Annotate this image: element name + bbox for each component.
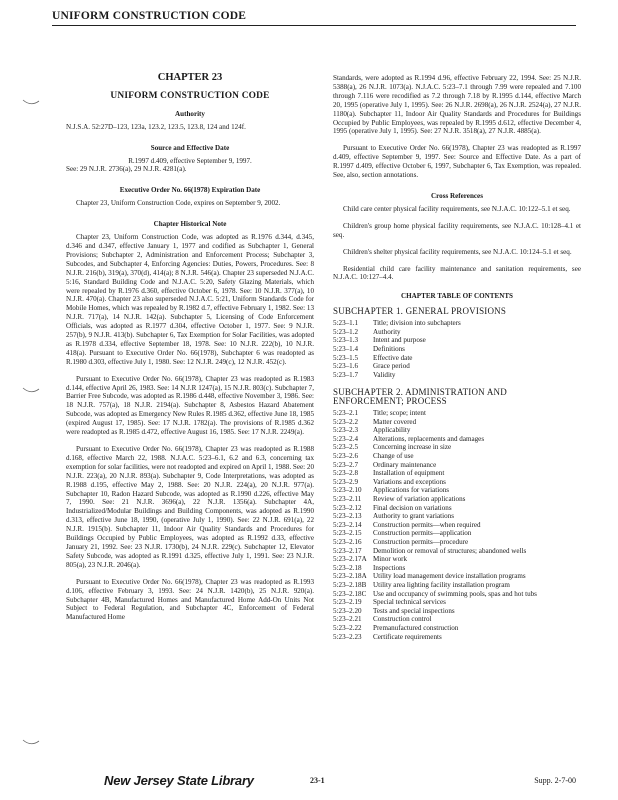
toc-entry-title: Ordinary maintenance [373, 460, 437, 469]
authority-text: N.J.S.A. 52:27D–123, 123a, 123.2, 123.5, 123.8, 124 and 124f. [66, 122, 246, 131]
toc-entry [333, 598, 581, 607]
toc-entry [333, 486, 581, 495]
toc-entry [333, 590, 581, 599]
toc-entry-number: 5:23–2.10 [333, 486, 362, 495]
toc-entry-title: Construction permits—procedure [373, 538, 469, 546]
toc-entry-title: Applications for variations [373, 486, 450, 495]
toc-heading: CHAPTER TABLE OF CONTENTS [400, 292, 513, 301]
subchapter-1-title: SUBCHAPTER 1. GENERAL PROVISIONS [333, 306, 507, 317]
toc-entry-number: 5:23–1.5 [333, 353, 359, 362]
toc-entry [333, 512, 581, 521]
history-paragraph-3: Pursuant to Executive Order No. 66(1978), Chapter 23 was readopted as R.1988 d.168, effective March 22, 1988. N.J.A.C. 5:23–6.1, 6.2 and 6.3, concerning tax exemption for solar facilities, were not readopted and expired on April 1, 1988. See: 20 N.J.R. 223(a), 20 N.J.R. 893(a). Subchapter 9, Code Interpretations, was adopted as R.1988 d.195, effective May 2, 1988. See: 20 N.J.R. 224(a), 20 N.J.R. 977(a). Subchapter 10, Radon Hazard Subcode, was adopted as R.1990 d.226, effective May 7, 1990. See: 21 N.J.R. 3696(a), 22 N.J.R. 1356(a). Subchapter 4A, Industrialized/Modular Buildings and Building Components, was adopted as R.1990 d.313, effective June 18, 1990, (operative July 1, 1990). See: 22 N.J.R. 691(a), 22 N.J.R. 1915(b). Subchapter 11, Indoor Air Quality Standards and Procedures for Buildings Occupied by Public Employees, was adopted as R.1992 d.33, effective January 21, 1992. See: 23 N.J.R. 1730(b), 24 N.J.R. 229(c). Subchapter 12, Elevator Safety Subcode, was adopted as R.1991 d.325, effective July 1, 1991. See: 23 N.J.R. 805(a), 23 N.J.R. 2046(a). [66, 445, 314, 569]
history-heading: Chapter Historical Note [153, 220, 227, 229]
margin-mark [22, 738, 40, 746]
toc-entry-number: 5:23–2.9 [333, 477, 359, 486]
toc-entry-title: Construction permits—when required [373, 520, 481, 529]
left-column [66, 74, 314, 630]
running-head: UNIFORM CONSTRUCTION CODE [52, 10, 576, 26]
toc-entry [333, 469, 581, 478]
authority-heading: Authority [175, 109, 205, 118]
toc-entry-title: Demolition or removal of structures; abandoned wells [373, 546, 527, 555]
toc-entry-title: Construction permits—application [373, 529, 472, 538]
toc-entry-number: 5:23–2.18C [333, 589, 367, 598]
chapter-title: UNIFORM CONSTRUCTION CODE [110, 90, 270, 101]
toc-entry [333, 418, 581, 427]
cross-reference-item: Children's group home physical facility requirements, see N.J.A.C. 10:128–4.1 et seq. [333, 221, 581, 239]
toc-entry-number: 5:23–1.7 [333, 370, 359, 379]
toc-entry-number: 5:23–1.1 [333, 319, 359, 328]
toc-entry-title: Premanufactured construction [373, 623, 459, 632]
subchapter-1-entries [333, 319, 581, 379]
toc-entry [333, 362, 581, 371]
expiration-text: Chapter 23, Uniform Construction Code, expires on September 9, 2002. [76, 199, 281, 208]
toc-entry-number: 5:23–2.8 [333, 469, 359, 478]
toc-entry-title: Variations and exceptions [373, 477, 446, 486]
toc-entry-title: Special technical services [373, 598, 446, 607]
toc-entry-title: Alterations, replacements and damages [373, 434, 485, 443]
toc-entry-number: 5:23–2.17 [333, 546, 362, 555]
toc-entry [333, 336, 581, 345]
page-footer [52, 773, 576, 793]
toc-entry-number: 5:23–2.5 [333, 443, 359, 452]
toc-entry-number: 5:23–2.4 [333, 434, 359, 443]
toc-entry-number: 5:23–2.13 [333, 512, 362, 521]
chapter-number: CHAPTER 23 [157, 72, 223, 83]
history-paragraph-6: Pursuant to Executive Order No. 66(1978), Chapter 23 was readopted as R.1997 d.409, effective September 9, 1997. See: Source and Effective Date. As a part of R.1997 d.409, effective October 6, 1997, Subchapter 6, Tax Exemption, was repealed. See, also, section annotations. [333, 144, 581, 180]
right-column [333, 74, 581, 641]
toc-entry-title: Applicability [373, 426, 411, 435]
toc-entry [333, 443, 581, 452]
toc-entry [333, 452, 581, 461]
toc-entry-number: 5:23–2.17A [333, 555, 367, 564]
cross-reference-item: Children's shelter physical facility requirements, see N.J.A.C. 10:124–5.1 et seq. [343, 247, 572, 256]
toc-entry-number: 5:23–2.22 [333, 623, 362, 632]
toc-entry-number: 5:23–2.14 [333, 520, 362, 529]
toc-entry [333, 547, 581, 556]
margin-mark [22, 386, 40, 394]
toc-entry-number: 5:23–2.11 [333, 495, 362, 504]
toc-entry-title: Validity [373, 370, 396, 379]
toc-entry-number: 5:23–1.4 [333, 344, 359, 353]
toc-entry [333, 529, 581, 538]
toc-entry-title: Effective date [373, 353, 413, 362]
toc-entry-number: 5:23–2.18B [333, 580, 367, 589]
page-number: 23-1 [310, 776, 325, 785]
toc-entry [333, 624, 581, 633]
subchapter-2-title: SUBCHAPTER 2. ADMINISTRATION AND [333, 387, 507, 398]
toc-entry-title: Intent and purpose [373, 336, 426, 345]
toc-entry-title: Definitions [373, 344, 405, 353]
history-paragraph-4: Pursuant to Executive Order No. 66(1978), Chapter 23 was readopted as R.1993 d.106, effective February 3, 1993. See: 24 N.J.R. 1420(b), 25 N.J.R. 920(a). Subchapter 4B, Manufactured Homes and Manufactured Home Add-On Units Not Subject to Federal Regulation, and Subchapter 4C, Enforcement of Federal Manufactured Home [66, 577, 314, 622]
toc-entry [333, 555, 581, 564]
toc-entry [333, 615, 581, 624]
toc-entry-title: Use and occupancy of swimming pools, spas and hot tubs [373, 589, 537, 598]
toc-entry [333, 319, 581, 328]
toc-entry-title: Minor work [373, 555, 408, 564]
toc-entry-title: Construction control [373, 615, 432, 624]
toc-entry [333, 354, 581, 363]
cross-reference-item: Child care center physical facility requirements, see N.J.A.C. 10:122–5.1 et seq. [343, 204, 571, 213]
toc-entry [333, 461, 581, 470]
toc-entry-number: 5:23–2.12 [333, 503, 362, 512]
library-name: New Jersey State Library [104, 773, 254, 788]
toc-entry-title: Concerning increase in size [373, 443, 452, 452]
toc-entry-number: 5:23–1.2 [333, 327, 359, 336]
toc-entry-title: Matter covered [373, 417, 417, 426]
toc-entry-number: 5:23–2.2 [333, 417, 359, 426]
toc-entry [333, 581, 581, 590]
toc-entry-title: Review of variation applications [373, 495, 466, 504]
subchapter-2-entries [333, 409, 581, 641]
toc-entry [333, 572, 581, 581]
toc-entry [333, 409, 581, 418]
toc-entry-title: Title; division into subchapters [373, 319, 461, 328]
toc-entry-title: Authority [373, 327, 401, 336]
history-paragraph-2: Pursuant to Executive Order No. 66(1978), Chapter 23 was readopted as R.1983 d.144, effective April 26, 1983. See: 14 N.J.R 1247(a), 15 N.J.R. 803(c). Subchapter 7, Barrier Free Subcode, was adopted as R.1986 d.448, effective November 3, 1986. See: 18 N.J.R. 757(a), 18 N.J.R. 2194(a). Subchapter 8, Asbestos Hazard Abatement Subcode, was adopted as Emergency New Rules R.1985 d.362, effective June 18, 1985 (expired August 17, 1985). See: 17 N.J.R. 1782(a). The provisions of R.1985 d.362 were readopted as R.1985 d.472, effective August 16, 1985. See: 17 N.J.R. 2249(a). [66, 374, 314, 437]
toc-entry [333, 478, 581, 487]
toc-entry [333, 435, 581, 444]
toc-entry-title: Change of use [373, 452, 414, 461]
toc-entry-number: 5:23–2.21 [333, 615, 362, 624]
source-line-1: R.1997 d.409, effective September 9, 1997. [128, 156, 252, 165]
expiration-heading: Executive Order No. 66(1978) Expiration Date [119, 186, 261, 195]
toc-entry-title: Utility area lighting facility installation program [373, 580, 510, 589]
toc-entry [333, 345, 581, 354]
toc-entry-number: 5:23–2.15 [333, 529, 362, 538]
toc-entry [333, 564, 581, 573]
toc-entry-number: 5:23–2.20 [333, 606, 362, 615]
toc-entry-title: Inspections [373, 563, 406, 572]
toc-entry [333, 328, 581, 337]
toc-entry [333, 633, 581, 642]
toc-entry-number: 5:23–2.16 [333, 538, 362, 546]
toc-entry-number: 5:23–2.6 [333, 452, 359, 461]
toc-entry [333, 371, 581, 380]
toc-entry-number: 5:23–2.1 [333, 409, 359, 418]
toc-entry-number: 5:23–2.7 [333, 460, 359, 469]
toc-entry [333, 607, 581, 616]
toc-entry [333, 521, 581, 530]
source-heading: Source and Effective Date [150, 143, 230, 152]
toc-entry-number: 5:23–2.23 [333, 632, 362, 641]
toc-entry-title: Installation of equipment [373, 469, 445, 478]
toc-entry [333, 504, 581, 513]
history-paragraph-5: Standards, were adopted as R.1994 d.96, effective February 22, 1994. See: 25 N.J.R. 5388(a), 26 N.J.R. 1073(a). N.J.A.C. 5:23–7.1 through 7.99 were repealed and 7.100 through 7.116 were recodified as 7.2 through 7.18 by R.1995 d.144, effective March 20, 1995 (operative July 1, 1995). See: 26 N.J.R. 2698(a), 26 N.J.R. 2524(a), 27 N.J.R. 1180(a). Subchapter 11, Indoor Air Quality Standards and Procedures for Buildings Occupied by Public Employees, was repealed by R.1995 d.612, effective December 4, 1995 (operative July 1, 1995). See: 27 N.J.R. 3518(a), 27 N.J.R. 4885(a). [333, 74, 581, 136]
toc-entry-title: Grace period [373, 362, 410, 371]
toc-entry-number: 5:23–2.18 [333, 563, 362, 572]
toc-entry-title: Tests and special inspections [373, 606, 455, 615]
history-paragraph-1: Chapter 23, Uniform Construction Code, was adopted as R.1976 d.344, d.345, d.346 and d.347, effective January 1, 1977 and codified as Subchapter 1, General Provisions; Subchapter 2, Administration and Enforcement Process; Subchapter 3, Subcodes, and Subchapter 4, Enforcing Agencies: Duties, Powers, Procedures. See: 8 N.J.R. 216(b), 319(a), 370(d), 414(a); 8 N.J.R. 546(a). Chapter 23 superseded N.J.A.C. 5:16, Standard Building Code and N.J.A.C. 5:20, Safety Glazing Materials, which were repealed by R.1976 d.360, effective October 6, 1978. See: 10 N.J.R. 377(a), 10 N.J.R. 470(a). Chapter 23 also superseded N.J.A.C. 5:21, Uniform Standards Code for Mobile Homes, which was repealed by R.1982 d.7, effective February 1, 1982. See: 13 N.J.R. 717(a), 14 N.J.R. 142(a). Subchapter 5, Licensing of Code Enforcement Officials, was adopted as R.1977 d.304, effective October 1, 1977. See: 9 N.J.R. 257(b), 9 N.J.R. 413(b). Subchapter 6, Tax Exemption for Solar Facilities, was adopted as R.1978 d.334, effective September 18, 1978. See: 10 N.J.R. 222(b), 10 N.J.R. 418(a). Pursuant to Executive Order No. 66(1978), Subchapter 6 was readopted as R.1980 d.303, effective July 1, 1980. See: 12 N.J.R. 249(c), 12 N.J.R. 452(c). [66, 233, 314, 366]
cross-reference-item: Residential child care facility maintenance and sanitation requirements, see N.J.A.C. 10:127–4.4. [333, 264, 581, 282]
margin-mark [22, 98, 40, 106]
toc-entry [333, 495, 581, 504]
toc-entry-title: Utility load management device installation programs [373, 572, 526, 581]
supplement-date: Supp. 2-7-00 [534, 776, 576, 785]
toc-entry-number: 5:23–1.3 [333, 336, 359, 345]
toc-entry-number: 5:23–2.18A [333, 572, 367, 581]
toc-entry [333, 538, 581, 547]
toc-entry [333, 426, 581, 435]
toc-entry-title: Certificate requirements [373, 632, 442, 641]
toc-entry-number: 5:23–1.6 [333, 362, 359, 371]
subchapter-2-title-line-2: ENFORCEMENT; PROCESS [333, 396, 447, 407]
toc-entry-title: Authority to grant variations [373, 512, 454, 521]
source-line-2: See: 29 N.J.R. 2736(a), 29 N.J.R. 4281(a). [66, 165, 187, 174]
toc-entry-title: Final decision on variations [373, 503, 452, 512]
cross-references-heading: Cross References [431, 191, 483, 200]
toc-entry-number: 5:23–2.3 [333, 426, 359, 435]
toc-entry-number: 5:23–2.19 [333, 598, 362, 607]
toc-entry-title: Title; scope; intent [373, 409, 426, 418]
